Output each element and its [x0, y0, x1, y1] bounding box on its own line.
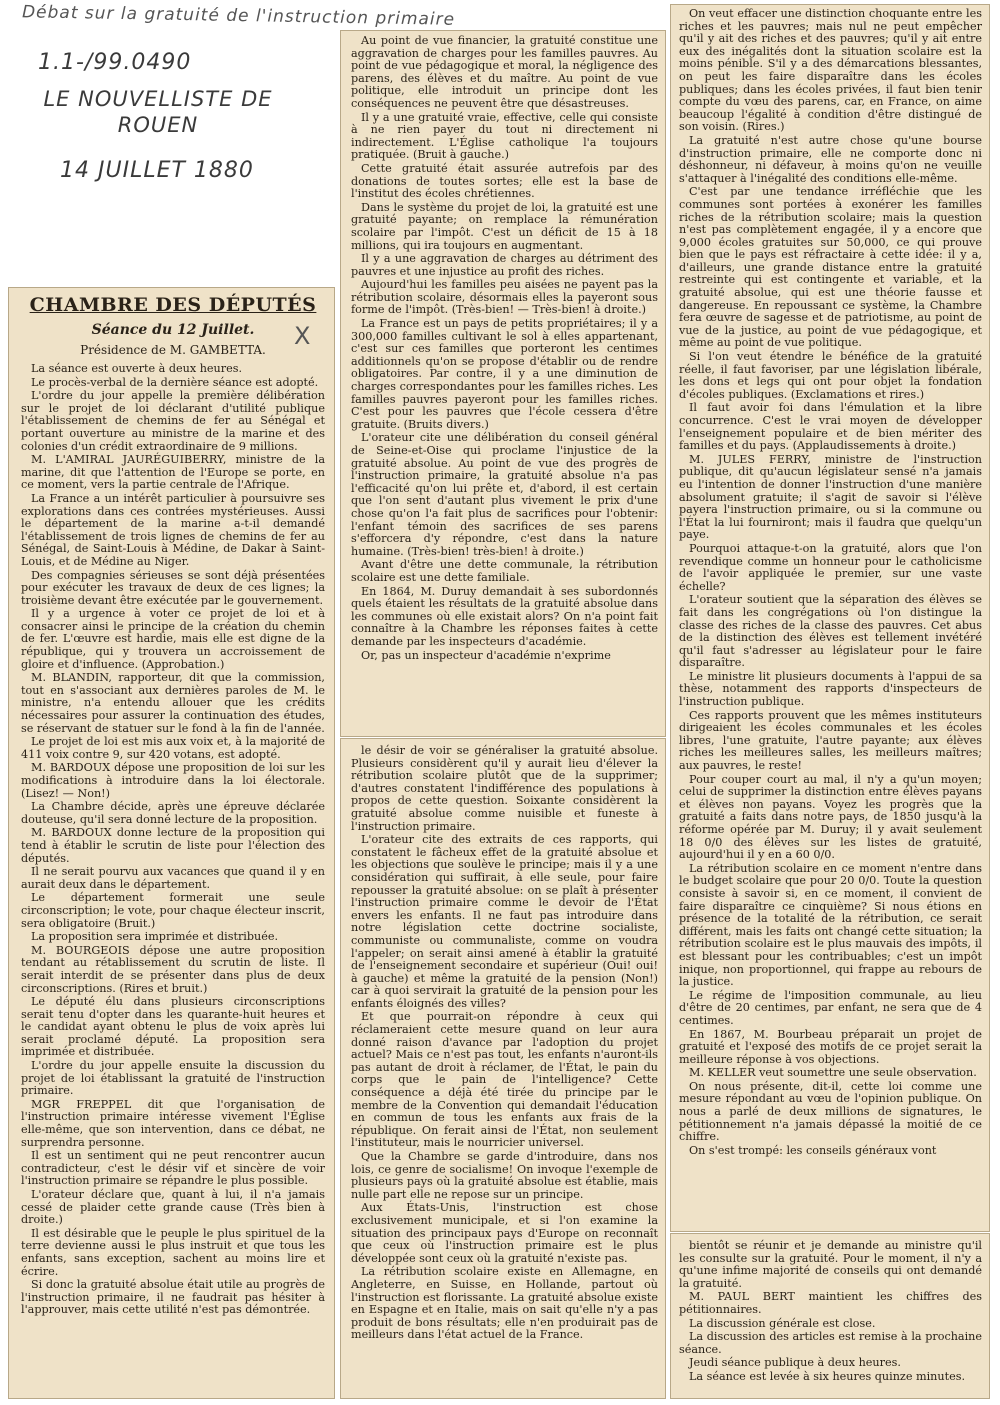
paragraph: Le régime de l'imposition communale, au lieu d'être de 20 centimes, par enfant, ne sera que de 4 centimes.	[679, 988, 982, 1027]
paragraph: Si l'on veut étendre le bénéfice de la gratuité réelle, il faut favoriser, par une législation libérale, les dons et legs qui ont pour objet la fondation d'écoles publiques. (Exclamations et rires.)	[679, 350, 982, 401]
clipping-column-1	[8, 287, 335, 1399]
paragraph: L'orateur cite des extraits de ces rapports, qui constatent le fâcheux effet de la gratuité absolue et les objections que soulève le principe; mais il y a une considération qui suffirait, à elle seule, pour faire repousser la gratuité absolue: on se plaît à présenter l'instruction primaire comme le devoir de l'État envers les enfants. Il ne faut pas introduire dans notre législation cette doctrine socialiste, communiste ou communaliste, comme on voudra l'appeler; on serait ainsi amené à établir la gratuité de l'enseignement secondaire et supérieur (Oui! oui! à gauche) et même la gratuité de la pension (Non!) car à quoi servirait la gratuité de la pension pour les enfants éloignés des villes?	[351, 833, 658, 1010]
col3b-paragraphs	[679, 1240, 982, 1384]
paragraph: La France est un pays de petits propriétaires; il y a 300,000 familles cultivant le sol à elles appartenant, c'est sur ces familles que porteront les centimes additionnels qu'on se propose d'établir ou de rendre obligatoires. Par contre, il y a une diminution de charges correspondantes pour les familles riches. Les familles pauvres payeront pour les familles riches. C'est pour les pauvres que l'école cessera d'être gratuite. (Bruits divers.)	[351, 317, 658, 431]
clipping-column-2-top	[340, 30, 666, 737]
paragraph: Dans le système du projet de loi, la gratuité est une gratuité payante; on remplace la rémunération scolaire par l'impôt. C'est un déficit de 15 à 18 millions, qui ira toujours en augmentant.	[351, 200, 658, 252]
paragraph: Cette gratuité était assurée autrefois par des donations de toutes sortes; elle est la base de l'institut des écoles chrétiennes.	[351, 161, 658, 201]
paragraph: La discussion des articles est remise à la prochaine séance.	[679, 1330, 982, 1356]
paragraph: Au point de vue financier, la gratuité constitue une aggravation de charges pour les familles pauvres. Au point de vue pédagogique et moral, la négligence des parens, des élèves et du maître. Au point de vue politique, elle introduit un principe dont les conséquences ne peuvent être que désastreuses.	[351, 34, 658, 110]
col2b-paragraphs	[351, 745, 658, 1342]
paragraph: La séance est ouverte à deux heures.	[31, 362, 243, 375]
paragraph: M. BARDOUX dépose une proposition de loi sur les modifications à introduire dans la loi électorale. (Lisez! — Non!)	[21, 761, 325, 800]
paragraph: L'orateur cite une délibération du conseil général de Seine-et-Oise qui proclame l'injustice de la gratuité absolue. Au point de vue des progrès de l'instruction primaire, la gratuité absolue n'a pas l'efficacité qu'on lui prête et, d'abord, il est certain que l'on sent d'autant plus vivement le prix d'une chose qu'on l'a fait plus de sacrifices pour l'obtenir: l'enfant témoin des sacrifices de ses parens s'efforcera d'y répondre, c'est dans la nature humaine. (Très-bien! très-bien! à droite.)	[351, 431, 658, 558]
paragraph: Il est un sentiment qui ne peut rencontrer aucun contradicteur, c'est le désir vif et sincère de voir l'instruction primaire se répandre le plus possible.	[21, 1149, 325, 1188]
paragraph: On s'est trompé: les conseils généraux vont	[689, 1143, 937, 1157]
paragraph: Il y a une aggravation de charges au détriment des pauvres et une injustice au profit des riches.	[351, 252, 658, 278]
paragraph: Pourquoi attaque-t-on la gratuité, alors que l'on revendique comme un honneur pour le catholicisme de l'avoir appliquée le premier, sur une vaste échelle?	[679, 541, 982, 593]
paragraph: En 1867, M. Bourbeau préparait un projet de gratuité et l'exposé des motifs de ce projet serait la meilleure réponse à vos objections.	[679, 1027, 982, 1066]
paragraph: On nous présente, dit-il, cette loi comme une mesure répondant au vœu de l'opinion publique. On nous a parlé de deux millions de signatures, le pétitionnement n'a jamais dépassé la moitié de ce chiffre.	[679, 1079, 982, 1144]
paragraph: Le procès-verbal de la dernière séance est adopté.	[31, 375, 319, 389]
col3a-paragraphs	[679, 8, 982, 1157]
paragraph: Le département formerait une seule circonscription; le vote, pour chaque électeur inscrit, sera obligatoire (Bruit.)	[21, 891, 325, 930]
paragraph: Ces rapports prouvent que les mêmes instituteurs dirigeaient les écoles communales et les écoles libres, l'une gratuite, l'autre payante; aux élèves riches les meilleures salles, les meilleurs maîtres; aux pauvres, le reste!	[679, 708, 982, 773]
paragraph: bientôt se réunir et je demande au ministre qu'il les consulte sur la gratuité. Pour le moment, il n'y a qu'une infime majorité de conseils qui ont demandé la gratuité.	[679, 1239, 982, 1290]
paragraph: Il y a urgence à voter ce projet de loi et à consacrer ainsi le principe de la création du chemin de fer. L'œuvre est hardie, mais elle est digne de la république, qui y trouvera un accroissement de gloire et d'influence. (Approbation.)	[21, 607, 325, 671]
paragraph: Et que pourrait-on répondre à ceux qui réclameraient cette mesure quand on leur aura donné raison d'avance par l'adoption du projet actuel? Mais ce n'est pas tout, les enfants n'auront-ils pas autant de droit à réclamer, de l'État, le pain du corps que le pain de l'intelligence? Cette conséquence a déjà été tirée du principe par le membre de la Convention qui demandait l'éducation en commun de tous les enfants aux frais de la république. On ferait ainsi de l'État, non seulement l'instituteur, mais le nourricier universel.	[351, 1010, 658, 1150]
paragraph: M. PAUL BERT maintient les chiffres des pétitionnaires.	[679, 1290, 982, 1316]
handwritten-x-mark: X	[294, 322, 311, 350]
paragraph: La séance est levée à six heures quinze minutes.	[689, 1369, 966, 1383]
paragraph: le désir de voir se généraliser la gratuité absolue. Plusieurs considèrent qu'il y aurait lieu d'élever la rétribution scolaire plutôt que de la supprimer; d'autres constatent l'indifférence des populations à propos de cette question. Soixante considèrent la gratuité absolue comme nuisible et funeste à l'instruction primaire.	[351, 744, 658, 833]
paragraph: Aujourd'hui les familles peu aisées ne payent pas la rétribution scolaire, désormais elles la payeront sous forme de l'impôt. (Très-bien! — Très-bien! à droite.)	[351, 278, 658, 317]
paragraph: Si donc la gratuité absolue était utile au progrès de l'instruction primaire, il ne faudrait pas hésiter à l'approuver, mais cette utilité n'est pas démontrée.	[21, 1278, 325, 1317]
paragraph: M. JULES FERRY, ministre de l'instruction publique, dit qu'aucun législateur sensé n'a jamais eu l'intention de donner l'instruction d'une manière absolument gratuite; il s'agit de savoir si l'élève payera l'instruction primaire, ou si la commune ou l'État la lui fourniront; mais il faudra que quelqu'un paye.	[679, 452, 982, 542]
paragraph: La rétribution scolaire existe en Allemagne, en Angleterre, en Suisse, en Hollande, partout où l'instruction est florissante. La gratuité absolue existe en Espagne et en Italie, mais on sait qu'elle n'y a pas produit de bons résultats; elle n'en produirait pas de meilleurs dans l'état actuel de la France.	[351, 1265, 658, 1342]
paragraph: En 1864, M. Duruy demandait à ses subordonnés quels étaient les résultats de la gratuité absolue dans les communes où elle existait alors? On n'a point fait connaître à la Chambre les réponses faites à cette demande par les inspecteurs d'académie.	[351, 584, 658, 648]
paragraph: On veut effacer une distinction choquante entre les riches et les pauvres; mais nul ne peut empêcher qu'il y ait des riches et des pauvres; qu'il y ait entre eux des inégalités dont la situation scolaire est la moins pénible. S'il y a des démarcations blessantes, on peut les faire disparaître dans les écoles publiques; dans les écoles privées, il faut bien tenir compte du vœu des parens, car, en France, on aime beaucoup l'égalité à condition d'être distingué de son voisin. (Rires.)	[679, 7, 982, 134]
paragraph: Il ne serait pourvu aux vacances que quand il y en aurait deux dans le département.	[21, 865, 325, 891]
paragraph: La discussion générale est close.	[689, 1316, 876, 1330]
paragraph: M. KELLER veut soumettre une seule observation.	[689, 1066, 977, 1080]
paragraph: L'orateur déclare que, quant à lui, il n'a jamais cessé de plaider cette grande cause (Très bien à droite.)	[21, 1188, 325, 1227]
paragraph: Il est désirable que le peuple le plus spirituel de la terre devienne aussi le plus instruit et que tous les enfants, sans exception, sachent au moins lire et écrire.	[21, 1226, 325, 1278]
paragraph: La proposition sera imprimée et distribuée.	[31, 930, 279, 944]
paragraph: Pour couper court au mal, il n'y a qu'un moyen; celui de supprimer la distinction entre élèves payans et élèves non payans. Voyez les progrès que la gratuité a faits dans notre pays, de 1850 jusqu'à la réforme opérée par M. Duruy; il y avait seulement 18 0/0 des élèves sur les listes de gratuité, aujourd'hui il y en a 60 0/0.	[679, 772, 982, 862]
paragraph: La France a un intérêt particulier à poursuivre ses explorations dans ces contrées mystérieuses. Aussi le département de la marine a-t-il demandé l'établissement de trois lignes de chemins de fer au Sénégal, de Saint-Louis à Médine, de Dakar à Saint-Louis, et de Médine au Niger.	[21, 491, 325, 568]
publication-date: 14 JUILLET 1880	[60, 158, 254, 183]
paragraph: M. BLANDIN, rapporteur, dit que la commission, tout en s'associant aux dernières paroles de M. le ministre, n'a entendu allouer que les crédits nécessaires pour assurer la continuation des études, se réservant de statuer sur le fond à la fin de l'année.	[21, 671, 325, 735]
paragraph: Le projet de loi est mis aux voix et, à la majorité de 411 voix contre 9, sur 420 votans, est adopté.	[21, 735, 325, 761]
archive-reference-number: 1.1-/99.0490	[38, 50, 192, 75]
col2a-paragraphs	[351, 35, 658, 662]
paragraph: M. BOURGEOIS dépose une autre proposition tendant au rétablissement du scrutin de liste. Il serait interdit de se présenter dans plus de deux circonscriptions. (Rires et bruit.)	[21, 943, 325, 995]
paragraph: Le député élu dans plusieurs circonscriptions serait tenu d'opter dans les quarante-huit heures et le candidat ayant obtenu le plus de voix après lui serait proclamé député. La proposition sera imprimée et distribuée.	[21, 995, 325, 1059]
paragraph: Le ministre lit plusieurs documents à l'appui de sa thèse, notamment des rapports d'inspecteurs de l'instruction publique.	[679, 669, 982, 709]
paragraph: Or, pas un inspecteur d'académie n'exprime	[361, 648, 611, 662]
paragraph: M. L'AMIRAL JAURÉGUIBERRY, ministre de la marine, dit que l'attention de l'Europe se porte, en ce moment, vers la partie centrale de l'Afrique.	[21, 453, 325, 492]
handwritten-header-note: Débat sur la gratuité de l'instruction primaire	[21, 2, 456, 30]
paragraph: L'orateur soutient que la séparation des élèves se fait dans les congrégations où l'on distingue la classe des riches de la classe des pauvres. Cet abus de la distinction des élèves est tellement invétéré qu'il faut s'adresser au législateur pour le faire disparaître.	[679, 593, 982, 670]
session-date: Séance du 12 Juillet.	[91, 322, 255, 338]
paragraph: Aux États-Unis, l'instruction est chose exclusivement municipale, et si l'on examine la situation des principaux pays d'Europe on reconnaît que ceux où l'instruction primaire est le plus développée sont ceux où la gratuité n'existe pas.	[351, 1201, 658, 1265]
paragraph: Il faut avoir foi dans l'émulation et la libre concurrence. C'est le vrai moyen de développer l'enseignement populaire et de bien mériter des familles et du pays. (Applaudissements à droite.)	[679, 401, 982, 453]
paragraph: Il y a une gratuité vraie, effective, celle qui consiste à ne rien payer du tout ni directement ni indirectement. L'Église catholique l'a toujours pratiquée. (Bruit à gauche.)	[351, 110, 658, 162]
clipping-column-2-bottom	[340, 738, 666, 1399]
article-title: CHAMBRE DES DÉPUTÉS	[29, 294, 317, 316]
paragraph: M. BARDOUX donne lecture de la proposition qui tend à établir le scrutin de liste pour l'élection des députés.	[21, 826, 325, 865]
newspaper-name: LE NOUVELLISTE DE ROUEN	[43, 87, 273, 137]
presidence-line: Présidence de M. GAMBETTA.	[80, 343, 266, 357]
paragraph: La rétribution scolaire en ce moment n'entre dans le budget scolaire que pour 20 0/0. Toute la question consiste à savoir si, en ce moment, il convient de faire disparaître ce cinquième? Si nous étions en présence de la totalité de la rétribution, ce serait différent, mais les faits ont changé cette situation; la rétribution scolaire est le plus mauvais des impôts, il est blessant pour les contribuables; c'est un impôt inique, non proportionnel, qui frappe au rebours de la justice.	[679, 861, 982, 989]
paragraph: MGR FREPPEL dit que l'organisation de l'instruction primaire intéresse vivement l'Église elle-même, que son intervention, dans ce débat, ne surprendra personne.	[21, 1097, 325, 1149]
paragraph: La Chambre décide, après une épreuve déclarée douteuse, qu'il sera donné lecture de la proposition.	[21, 800, 325, 826]
paragraph: Avant d'être une dette communale, la rétribution scolaire est une dette familiale.	[351, 558, 658, 584]
paragraph: La gratuité n'est autre chose qu'une bourse d'instruction primaire, elle ne comporte donc ni déshonneur, ni défaveur, à moins qu'on ne veuille s'attaquer à l'inégalité des conditions elle-même.	[679, 133, 982, 185]
paragraph: Des compagnies sérieuses se sont déjà présentées pour exécuter les travaux de deux de ces lignes; la troisième devant être exécutée par le gouvernement.	[21, 568, 325, 607]
clipping-column-3-top	[670, 4, 990, 1232]
paragraph: L'ordre du jour appelle ensuite la discussion du projet de loi établissant la gratuité de l'instruction primaire.	[21, 1059, 325, 1098]
paragraph: Que la Chambre se garde d'introduire, dans nos lois, ce genre de socialisme! On invoque l'exemple de plusieurs pays où la gratuité absolue est établie, mais nulle part elle ne repose sur un principe.	[351, 1150, 658, 1201]
paragraph: C'est par une tendance irréfléchie que les communes sont portées à exonérer les familles riches de la rétribution scolaire; mais la question n'est pas complètement engagée, il y a encore que 9,000 écoles gratuites sur 50,000, ce qui prouve bien que le pays est réfractaire à cette idée: il y a, d'ailleurs, une grande distance entre la gratuité restreinte qui est contingente et variable, et la gratuité absolue, qui est une théorie fausse et dangereuse. En repoussant ce système, la Chambre fera œuvre de sagesse et de patriotisme, au point de vue de la justice, au point de vue pédagogique, et même au point de vue politique.	[679, 185, 982, 350]
col1-paragraphs	[21, 363, 325, 1317]
paragraph: Jeudi séance publique à deux heures.	[689, 1356, 901, 1370]
paragraph: L'ordre du jour appelle la première délibération sur le projet de loi déclarant d'utilité publique l'établissement de chemins de fer au Sénégal et portant ouverture au ministre de la marine et des colonies d'un crédit extraordinaire de 9 millions.	[21, 389, 325, 453]
clipping-column-3-bottom	[670, 1233, 990, 1399]
